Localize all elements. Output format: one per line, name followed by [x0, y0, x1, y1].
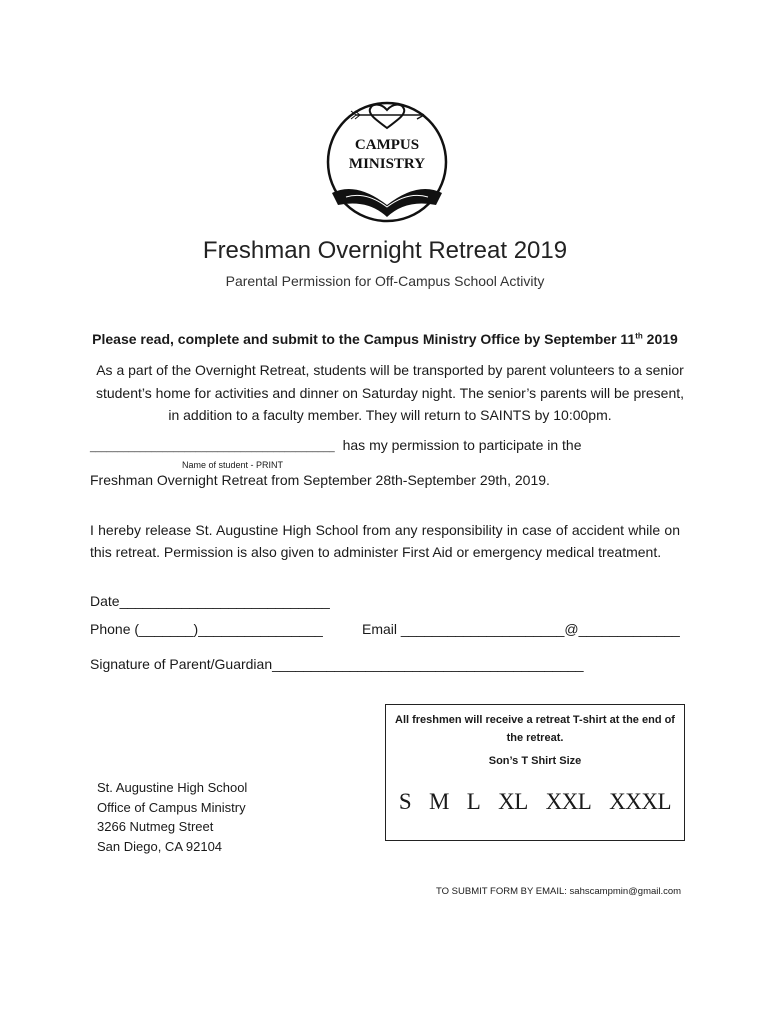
instructions-year: 2019 [642, 331, 678, 347]
logo-line1: CAMPUS [354, 137, 420, 153]
date-field[interactable]: Date___________________________ [90, 593, 330, 609]
permission-text: has my permission to participate in the [342, 437, 582, 453]
size-option-xxl[interactable]: XXL [545, 789, 592, 814]
email-field[interactable]: Email _____________________@_____________ [362, 621, 680, 637]
student-name-caption: Name of student - PRINT [182, 460, 284, 470]
tshirt-size-options [386, 789, 684, 815]
tshirt-size-label: Son’s T Shirt Size [488, 755, 582, 767]
school-address [97, 778, 247, 856]
address-line1: St. Augustine High School [97, 780, 248, 795]
instructions [0, 331, 770, 347]
student-name-field[interactable]: ____________________________________________ [90, 442, 335, 453]
form-title: Freshman Overnight Retreat 2019 [202, 237, 568, 264]
address-line3: 3266 Nutmeg Street [97, 819, 214, 835]
form-subtitle: Parental Permission for Off-Campus School Activity [225, 273, 545, 289]
size-option-l[interactable]: L [466, 789, 481, 814]
instructions-sup: th [635, 331, 643, 341]
email-submit-note: TO SUBMIT FORM BY EMAIL: sahscampmin@gmail.com [436, 886, 682, 897]
logo-line2: MINISTRY [348, 156, 426, 172]
tshirt-note: All freshmen will receive a retreat T-shirt at the end of the retreat. [395, 714, 675, 744]
tshirt-box [385, 704, 685, 841]
size-option-xl[interactable]: XL [498, 789, 528, 814]
instructions-text: Please read, complete and submit to the Campus Ministry Office by September 11 [92, 331, 636, 347]
size-option-xxxl[interactable]: XXXL [609, 789, 672, 814]
intro-paragraph: As a part of the Overnight Retreat, students will be transported by parent volunteers to a senior student’s home for activities and dinner on Saturday night. The senior’s parents will be present, in addition to a faculty member. They will return to SAINTS by 10:00pm. [95, 362, 685, 423]
campus-ministry-logo [326, 101, 448, 223]
address-line2: Office of Campus Ministry [97, 799, 246, 815]
signature-field[interactable]: Signature of Parent/Guardian________________________________________ [90, 656, 584, 672]
phone-field[interactable]: Phone (_______)________________ [90, 621, 323, 637]
size-option-m[interactable]: M [428, 789, 449, 814]
retreat-dates: Freshman Overnight Retreat from September 28th-September 29th, 2019. [90, 472, 550, 488]
size-option-s[interactable]: S [398, 789, 412, 814]
address-line4: San Diego, CA 92104 [97, 838, 223, 854]
permission-line [90, 437, 582, 453]
release-paragraph: I hereby release St. Augustine High School from any responsibility in case of accident while on this retreat. Permission is also given to administer First Aid or emergency medical treatment. [90, 522, 680, 560]
